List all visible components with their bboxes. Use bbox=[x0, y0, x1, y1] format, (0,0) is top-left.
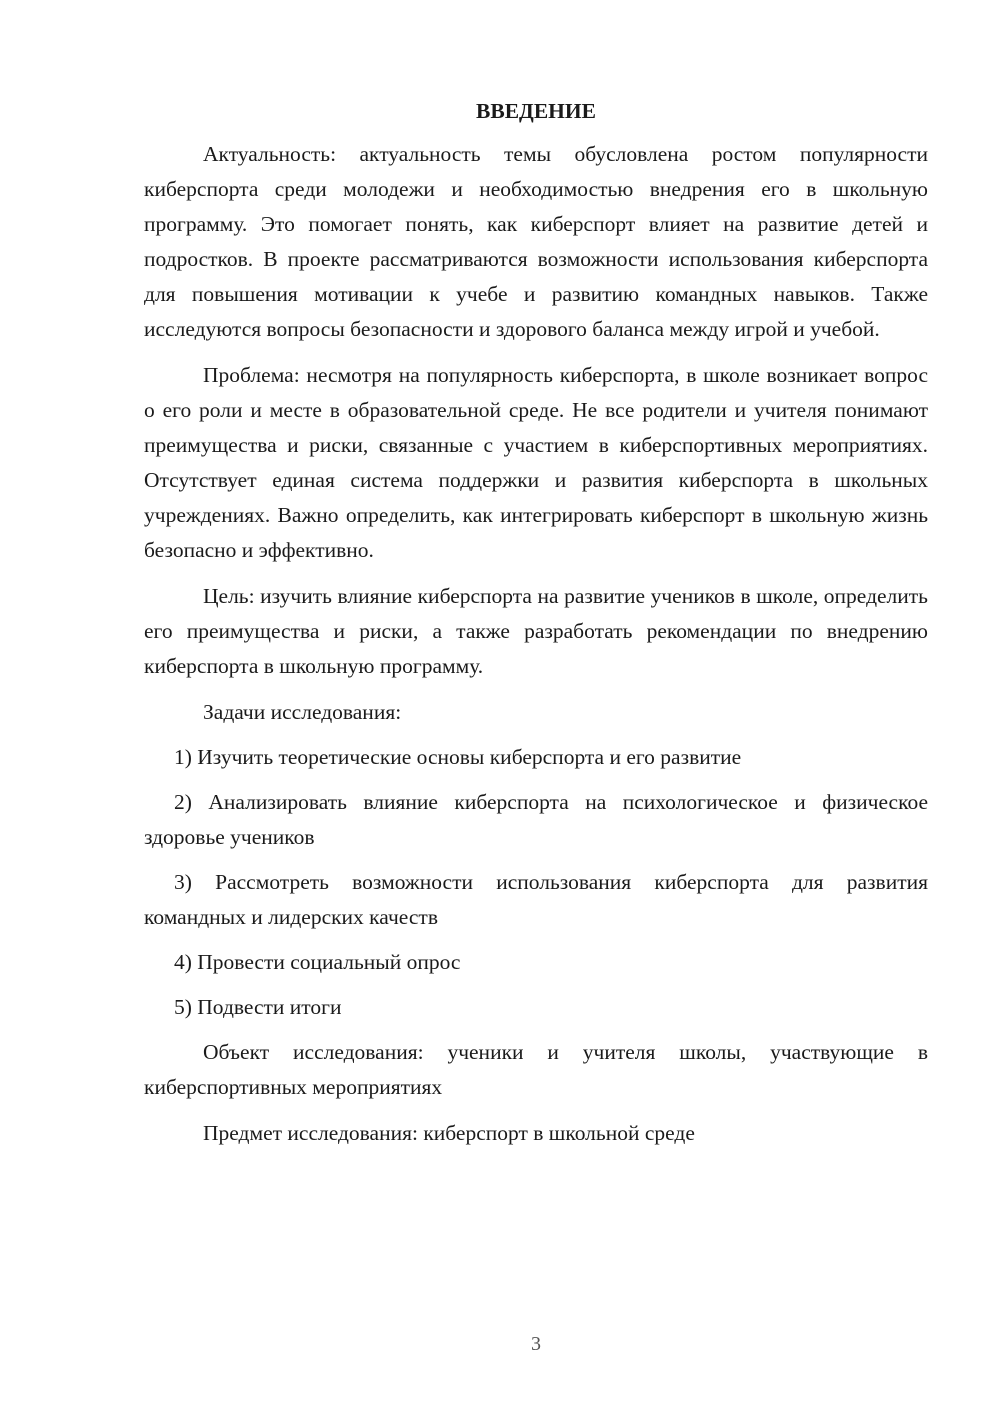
paragraph-relevance: Актуальность: актуальность темы обусловлена ростом популярности киберспорта среди молодежи и необходимостью внедрения его в школьную программу. Это помогает понять, как киберспорт влияет на развитие детей и подростков. В проекте рассматриваются возможности использования киберспорта для повышения мотивации к учебе и развитию командных навыков. Также исследуются вопросы безопасности и здорового баланса между игрой и учебой. bbox=[144, 142, 928, 341]
tasks-title: Задачи исследования: bbox=[203, 700, 402, 724]
page-number: 3 bbox=[531, 1333, 541, 1355]
task-item-4: 4) Провести социальный опрос bbox=[174, 950, 461, 974]
paragraph-problem: Проблема: несмотря на популярность киберспорта, в школе возникает вопрос о его роли и месте в образовательной среде. Не все родители и учителя понимают преимущества и риски, связанные с участием в киберспортивных мероприятиях. Отсутствует единая система поддержки и развития киберспорта в школьных учреждениях. Важно определить, как интегрировать киберспорт в школьную жизнь безопасно и эффективно. bbox=[144, 363, 928, 562]
paragraph-goal: Цель: изучить влияние киберспорта на развитие учеников в школе, определить его преимущества и риски, а также разработать рекомендации по внедрению киберспорта в школьную программу. bbox=[144, 584, 928, 678]
paragraph-object: Объект исследования: ученики и учителя школы, участвующие в киберспортивных мероприятиях bbox=[144, 1040, 928, 1099]
task-item-3: 3) Рассмотреть возможности использования киберспорта для развития командных и лидерских качеств bbox=[144, 870, 928, 929]
paragraph-subject: Предмет исследования: киберспорт в школьной среде bbox=[203, 1121, 695, 1145]
task-item-2: 2) Анализировать влияние киберспорта на психологическое и физическое здоровье учеников bbox=[144, 790, 928, 849]
document-page bbox=[144, 96, 928, 1162]
task-item-5: 5) Подвести итоги bbox=[174, 995, 342, 1019]
section-heading: ВВЕДЕНИЕ bbox=[476, 99, 596, 123]
task-item-1: 1) Изучить теоретические основы киберспорта и его развитие bbox=[174, 745, 742, 769]
